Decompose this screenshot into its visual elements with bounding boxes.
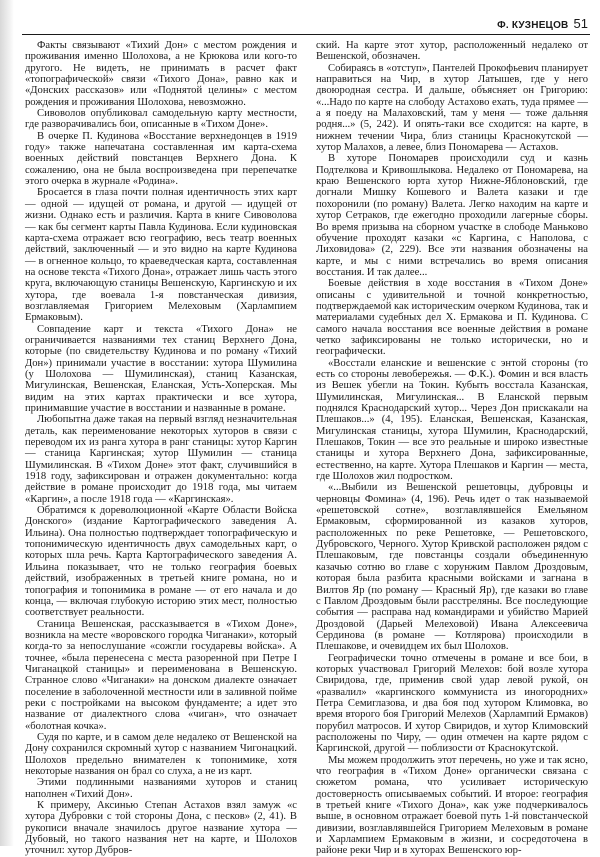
paragraph: Совпадение карт и текста «Тихого Дона» не ограничивается названиями тех станиц Верхнего Дона, которые (по свидетельству Кудинова и по роману «Тихий Дон») принимали участие в восстании: хутора Шумилина (у Шолохова — Шумилинская), станиц Казанская, Мигулинская, Вешенская, Еланская, Усть-Хоперская. Мы видим на этих картах практически и все хутора, принимавшие участие в восстании и названные в романе. [25,323,297,414]
page-gutter-shadow [0,0,14,846]
paragraph: Бросается в глаза почти полная идентичность этих карт — одной — идущей от романа, и другой — идущей от жизни. Однако есть и различия. Карта в книге Сивоволова — как бы сегмент карты Павла Кудинова. Если кудиновская карта-схема отражает всю географию, весь театр военных действий, заключенный — и это видно на карте Кудинова — в огненное кольцо, то краеведческая карта, составленная на основе текста «Тихого Дона», отражает лишь часть этого круга, включающую станицы Вешенскую, Каргинскую и их хутора, где воевала 1-я повстанческая дивизия, возглавляемая Григорием Мелеховым (Харлампием Ермаковым). [25,187,297,324]
page-number: 51 [573,16,588,31]
left-column [25,40,297,857]
paragraph: Собираясь в «отступ», Пантелей Прокофьевич планирует направиться на Чир, в хутор Латышев, где у него двоюродная сестра. И дальше, объясняет он Григорию: «...Надо по карте на слободу Астахово ехать, туда прямее — а я поеду на Малаховский, там у меня — тоже дальняя родня...» (5, 242). И опять-таки все сходится: на карте, в нижнем течении Чира, близ станицы Краснокутской — хутор Малахов, а левее, близ Пономарева — Астахов. [316,62,588,154]
paragraph: Этими подлинными названиями хуторов и станиц наполнен «Тихий Дон». [25,777,297,800]
running-head [497,16,588,31]
paragraph-continued: ский. На карте этот хутор, расположенный недалеко от Вешенской, обозначен. [316,40,588,63]
right-column [316,40,588,857]
page-header [22,14,590,35]
paragraph: В очерке П. Кудинова «Восстание верхнедонцев в 1919 году» также напечатана составленная им карта-схема военных действий повстанцев Верхнего Дона. К сожалению, она не была воспроизведена при перепечатке этого очерка в журнале «Родина». [25,130,297,188]
paragraph: Любопытна даже такая на первый взгляд незначительная деталь, как переименование некоторых хуторов в связи с переводом их из ранга хутора в ранг станицы: хутор Каргин — станица Каргинская; хутор Шумилин — станица Шумилинская. В «Тихом Доне» этот факт, случившийся в 1918 году, зафиксирован и отражен документально: когда действие в романе происходит до 1918 года, мы читаем «Каргин», а после 1918 года — «Каргинская». [25,414,297,505]
paragraph: Сивоволов опубликовал самодельную карту местности, где разворачивались бои, описанные в «Тихом Доне». [25,108,297,131]
paragraph: К примеру, Аксинью Степан Астахов взял замуж «с хутора Дубровки с той стороны Дона, с песков» (2, 41). В рукописи вначале значилось другое название хутора — Дубовый, но такого названия нет на карте, и Шолохов уточнил: хутор Дубров- [25,800,297,857]
article-body [25,40,588,857]
running-head-author: Ф. КУЗНЕЦОВ [497,20,569,31]
paragraph: Боевые действия в ходе восстания в «Тихом Доне» описаны с удивительной и точной конкретностью, подтверждаемой как историческим очерком Кудинова, так и материалами судебных дел Х. Ермакова и П. Кудинова. С самого начала восстания все военные действия в романе четко зафиксированы не только исторически, но и географически. [316,278,588,358]
paragraph: Мы можем продолжить этот перечень, но уже и так ясно, что география в «Тихом Доне» органически связана с сюжетом романа, что усиливает историческую достоверность описываемых событий. И второе: география в третьей книге «Тихого Дона», как уже подчеркивалось выше, в основном отражает боевой путь 1-й повстанческой дивизии, возглавлявшейся Григорием Мелеховым в романе и Харлампием Ермаковым в жизни, и сосредоточена в районе реки Чир и в хуторах Вешенского юр- [316,754,588,857]
paragraph: Судя по карте, и в самом деле недалеко от Вешенской на Дону сохранился скромный хутор с названием Чигонацкий. Шолохов предельно внимателен к топонимике, хотя некоторые названия он брал со слуха, а не из карт. [25,731,297,777]
paragraph: «Восстали еланские и вешенские с энтой стороны (то есть со стороны левобережья. — Ф.К.). Фомин и вся власть из Вешек убегли на Токин. Кубыть восстала Казанская, Шумилинская, Мигулинская... В Еланской первым поднялся Краснодарский хутор... Через Дон прискакали на Плешаков...» (4, 195). Еланская, Вешенская, Казанская, Мигулинская станицы, хутора Шумилин, Краснодарский, Плешаков, Токин — все это реальные и широко известные станицы и хутора Верхнего Дона, зафиксированные, естественно, на карте. Хутора Плешаков и Каргин — места, где Шолохов жил подростком. [316,357,588,483]
paragraph: Станица Вешенская, рассказывается в «Тихом Доне», возникла на месте «воровского городка Чиганаки», который когда-то за непослушание «сожгли государевы войска». А точнее, «была перенесена с места разоренной при Петре I Чиганацкой станицы» и переименована в Вешенскую. Странное слово «Чиганаки» на донском диалекте означает поселение в заболоченной местности или в заливной пойме реки с постройками на высоком фундаменте; а идет это название от диалектного слова «чиган», что означает «болотная кочка». [25,618,297,732]
paragraph: В хуторе Пономарев происходили суд и казнь Подтелкова и Кривошлыкова. Недалеко от Пономарева, на краю Вешенского юрта хутор Нижне-Яблоновский, где догнали Мишку Кошевого и Валета казаки и где похоронили (по роману) Валета. Легко находим на карте и хутор Сетраков, где ежегодно проходили лагерные сборы. Во время призыва на сборном участке в слободе Маньково обучение проходят казаки «с Каргина, с Наполова, с Лиховидова» (2, 229). Все эти названия обозначены на карте, и мы с ними встречались во время описания восстания. И так далее... [316,153,588,278]
paragraph: Географически точно отмечены в романе и все бои, в которых участвовал Григорий Мелехов: бой возле хутора Свиридова, где, применив свой удар левой рукой, он «развалил» «каргинского коммуниста из иногородних» Петра Семиглазова, и два боя под хутором Климовка, во время второго боя Григорий Мелехов (Харлампий Ермаков) порубил матросов. И хутор Свиридов, и хутор Климовский расположены по Чиру, — один отмечен на карте рядом с Каргинской, другой — поблизости от Краснокутской. [316,652,588,755]
paragraph: «...Выбили из Вешенской решетовцы, дубровцы и черновцы Фомина» (4, 196). Речь идет о так называемой «решетовской сотне», возглавлявшейся Емельяном Ермаковым, сформированной из казаков хуторов, расположенных по реке Решетовке, — Решетовского, Дубровского, Черного. Хутор Кривской расположен рядом с Плешаковым, где повстанцы создали объединенную казачью сотню во главе с хорунжим Павлом Дроздовым, которая была разбита красными войсками и загнана в Вилтов Яр (по роману — Красный Яр), где казаки во главе с Павлом Дроздовым были расстреляны. Все последующие события — расправа над командирами и убийство Марией Дроздовой (Дарьей Мелеховой) Ивана Алексеевича Сердинова (в романе — Котлярова) происходили в Плешакове, и очевидцем их был Шолохов. [316,482,588,653]
paragraph: Факты связывают «Тихий Дон» с местом рождения и проживания именно Шолохова, а не Крюкова или кого-то другого. Не видеть, не принимать в расчет факт «топографической» связи «Тихого Дона», равно как и «Донских рассказов» или «Поднятой целины» с местом рождения и проживания Шолохова, невозможно. [25,40,297,108]
paragraph: Обратимся к дореволюционной «Карте Области Войска Донского» (издание Картографического заведения А. Ильина). Она полностью подтверждает топографическую и топонимическую идентичность двух самодельных карт, о которых шла речь. Карта Картографического заведения А. Ильина показывает, что не только география боевых действий, изображенных в третьей книге романа, но и топография и топонимика в романе — от его начала и до конца, — включая глубокую историю этих мест, полностью соответствует реальности. [25,505,297,619]
